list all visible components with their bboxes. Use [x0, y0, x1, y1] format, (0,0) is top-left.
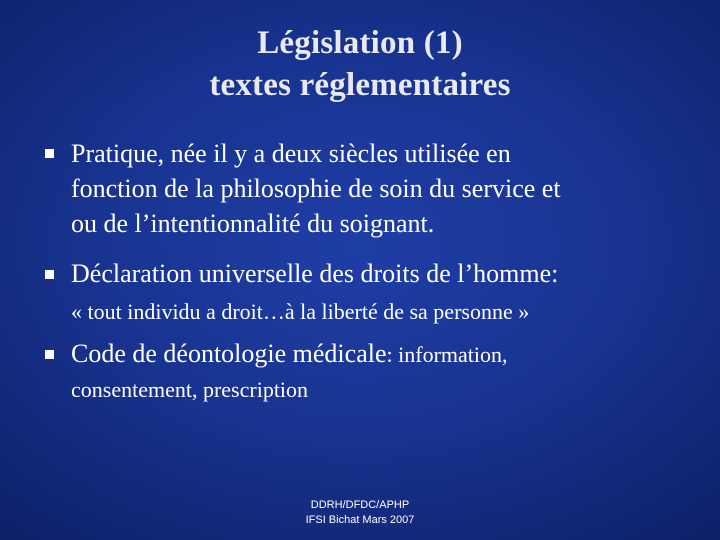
bullet-2-subline: « tout individu a droit…à la liberté de sa personne »	[71, 299, 530, 324]
bullet-2-line-1: Déclaration universelle des droits de l’homme:	[71, 259, 559, 288]
bullet-1-line-3: ou de l’intentionnalité du soignant.	[71, 209, 435, 238]
bullet-1-line-2: fonction de la philosophie de soin du service et	[71, 174, 561, 203]
bullet-3-rest-text: : information,	[386, 342, 508, 367]
square-bullet-icon	[45, 270, 54, 279]
slide-title	[0, 22, 720, 106]
square-bullet-icon	[45, 350, 54, 359]
bullet-3-subline: consentement, prescription	[71, 377, 309, 402]
bullet-3-main-text: Code de déontologie médicale	[71, 339, 387, 368]
footer-line-2: IFSI Bichat Mars 2007	[305, 514, 415, 526]
footer-line-1: DDRH/DFDC/APHP	[310, 499, 410, 511]
square-bullet-icon	[45, 149, 54, 158]
bullet-3-line-1	[71, 337, 508, 375]
slide-title-line-1: Législation (1)	[257, 25, 463, 61]
bullet-1-line-1: Pratique, née il y a deux siècles utilisée en	[71, 139, 511, 168]
slide-footer	[0, 498, 720, 528]
slide-title-line-2: textes réglementaires	[209, 67, 511, 103]
